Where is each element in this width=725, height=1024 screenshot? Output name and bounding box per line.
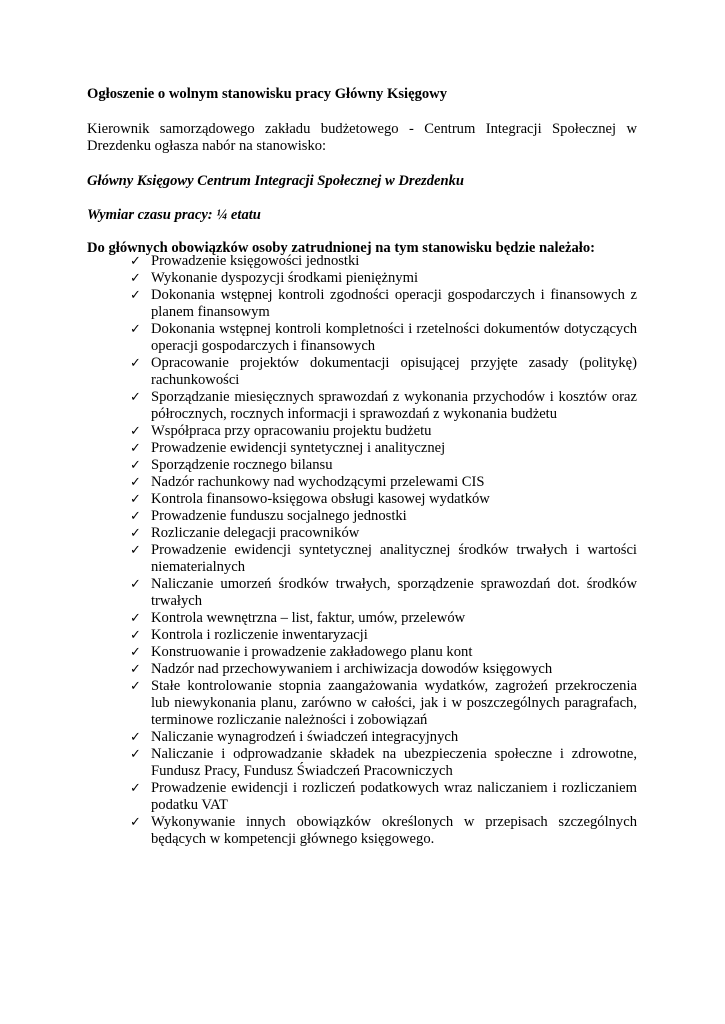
list-item [130, 610, 637, 627]
checkmark-icon: ✓ [130, 747, 141, 762]
checkmark-icon: ✓ [130, 458, 141, 473]
list-item [130, 542, 637, 576]
checkmark-icon: ✓ [130, 781, 141, 796]
list-item-text: Prowadzenie księgowości jednostki [151, 253, 360, 269]
checkmark-icon: ✓ [130, 679, 141, 694]
checkmark-icon: ✓ [130, 475, 141, 490]
checkmark-icon: ✓ [130, 492, 141, 507]
list-item-text: Współpraca przy opracowaniu projektu budżetu [151, 423, 432, 439]
list-item-text: Dokonania wstępnej kontroli kompletności i rzetelności dokumentów dotyczących operacji gospodarczych i finansowych [151, 321, 637, 354]
checkmark-icon: ✓ [130, 441, 141, 456]
list-item [130, 729, 637, 746]
checkmark-icon: ✓ [130, 815, 141, 830]
list-item-text: Naliczanie i odprowadzanie składek na ubezpieczenia społeczne i zdrowotne, Fundusz Pracy, Fundusz Świadczeń Pracowniczych [151, 746, 637, 779]
list-item-text: Sporządzanie miesięcznych sprawozdań z wykonania przychodów i kosztów oraz półrocznych, rocznych informacji i sprawozdań z wykonania budżetu [151, 389, 637, 422]
list-item [130, 321, 637, 355]
list-item [130, 423, 637, 440]
checkmark-icon: ✓ [130, 662, 141, 677]
list-item-text: Dokonania wstępnej kontroli zgodności operacji gospodarczych i finansowych z planem finansowym [151, 287, 637, 320]
list-item [130, 508, 637, 525]
checkmark-icon: ✓ [130, 628, 141, 643]
list-item-text: Rozliczanie delegacji pracowników [151, 525, 360, 541]
checkmark-icon: ✓ [130, 577, 141, 592]
checkmark-icon: ✓ [130, 424, 141, 439]
list-item-text: Opracowanie projektów dokumentacji opisującej przyjęte zasady (politykę) rachunkowości [151, 355, 637, 388]
list-item-text: Kontrola finansowo-księgowa obsługi kasowej wydatków [151, 491, 490, 507]
list-item [130, 389, 637, 423]
checkmark-icon: ✓ [130, 509, 141, 524]
list-item-text: Wykonywanie innych obowiązków określonych w przepisach szczególnych będących w kompetencji głównego księgowego. [151, 814, 637, 847]
list-item-text: Nadzór rachunkowy nad wychodzącymi przelewami CIS [151, 474, 485, 490]
checkmark-icon: ✓ [130, 271, 141, 286]
list-item [130, 644, 637, 661]
list-item [130, 678, 637, 729]
list-item [130, 355, 637, 389]
list-item-text: Prowadzenie ewidencji syntetycznej analitycznej środków trwałych i wartości niematerialnych [151, 542, 637, 575]
list-item [130, 253, 637, 270]
list-item-text: Prowadzenie funduszu socjalnego jednostki [151, 508, 407, 524]
checkmark-icon: ✓ [130, 730, 141, 745]
checkmark-icon: ✓ [130, 288, 141, 303]
working-time: Wymiar czasu pracy: ¼ etatu [87, 207, 261, 223]
list-item [130, 661, 637, 678]
checkmark-icon: ✓ [130, 390, 141, 405]
list-item [130, 491, 637, 508]
list-item [130, 780, 637, 814]
list-item [130, 814, 637, 848]
list-item [130, 457, 637, 474]
checkmark-icon: ✓ [130, 645, 141, 660]
list-item-text: Konstruowanie i prowadzenie zakładowego planu kont [151, 644, 473, 660]
list-item [130, 627, 637, 644]
duties-list [130, 253, 637, 848]
list-item [130, 270, 637, 287]
document-title: Ogłoszenie o wolnym stanowisku pracy Główny Księgowy [87, 86, 447, 102]
checkmark-icon: ✓ [130, 322, 141, 337]
checkmark-icon: ✓ [130, 526, 141, 541]
list-item [130, 474, 637, 491]
duties-heading: Do głównych obowiązków osoby zatrudnionej na tym stanowisku będzie należało: [87, 240, 595, 256]
list-item-text: Kontrola i rozliczenie inwentaryzacji [151, 627, 368, 643]
checkmark-icon: ✓ [130, 611, 141, 626]
list-item-text: Prowadzenie ewidencji i rozliczeń podatkowych wraz naliczaniem i rozliczaniem podatku VAT [151, 780, 637, 813]
list-item-text: Sporządzenie rocznego bilansu [151, 457, 333, 473]
list-item [130, 746, 637, 780]
list-item-text: Wykonanie dyspozycji środkami pieniężnymi [151, 270, 419, 286]
list-item-text: Stałe kontrolowanie stopnia zaangażowania wydatków, zagrożeń przekroczenia lub niewykonania planu, zarówno w całości, jak i w poszczególnych paragrafach, terminowe rozliczanie należności i zobowiązań [151, 678, 637, 728]
position-name: Główny Księgowy Centrum Integracji Społecznej w Drezdenku [87, 173, 465, 189]
list-item [130, 576, 637, 610]
list-item-text: Naliczanie umorzeń środków trwałych, sporządzenie sprawozdań dot. środków trwałych [151, 576, 637, 609]
checkmark-icon: ✓ [130, 356, 141, 371]
intro-paragraph: Kierownik samorządowego zakładu budżetowego - Centrum Integracji Społecznej w Drezdenku ogłasza nabór na stanowisko: [87, 121, 637, 154]
list-item-text: Kontrola wewnętrzna – list, faktur, umów, przelewów [151, 610, 466, 626]
list-item [130, 525, 637, 542]
list-item [130, 440, 637, 457]
list-item [130, 287, 637, 321]
checkmark-icon: ✓ [130, 543, 141, 558]
list-item-text: Nadzór nad przechowywaniem i archiwizacja dowodów księgowych [151, 661, 553, 677]
checkmark-icon: ✓ [130, 254, 141, 269]
list-item-text: Prowadzenie ewidencji syntetycznej i analitycznej [151, 440, 446, 456]
list-item-text: Naliczanie wynagrodzeń i świadczeń integracyjnych [151, 729, 459, 745]
